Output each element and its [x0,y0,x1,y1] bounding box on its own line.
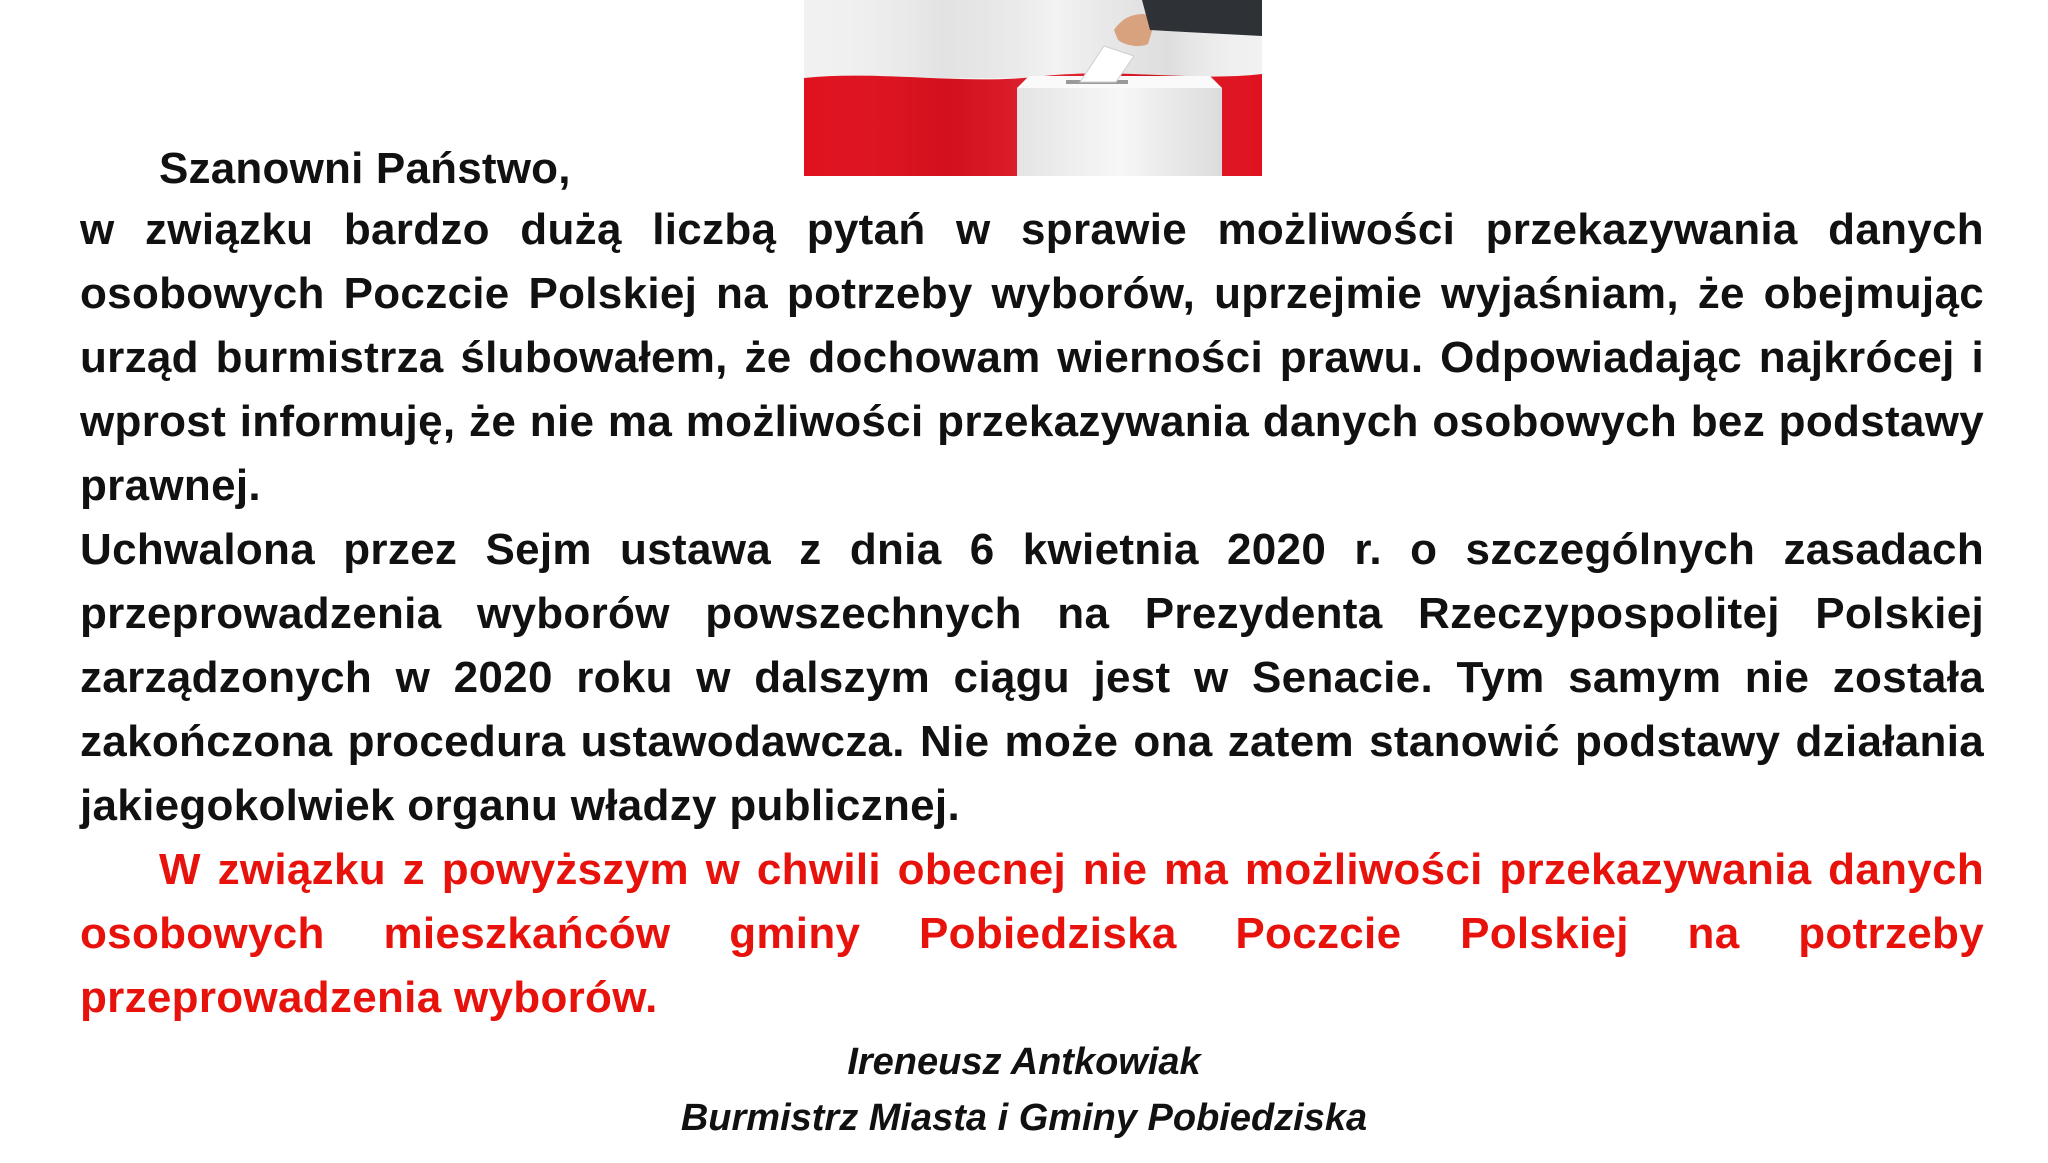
ballot-box-photo [804,0,1262,176]
flag-ballot-illustration [804,0,1262,176]
signature-block [0,1034,2048,1146]
conclusion-highlight: W związku z powyższym w chwili obecnej nie ma możliwości przekazywania danych osobowych mieszkańców gminy Pobiedziska Poczcie Polskiej na potrzeby przeprowadzenia wyborów. [80,845,1984,1022]
signatory-title: Burmistrz Miasta i Gminy Pobiedziska [680,1097,1368,1139]
letter-body [80,198,1984,1030]
greeting: Szanowni Państwo, [159,144,571,193]
signatory-name: Ireneusz Antkowiak [847,1041,1201,1083]
paragraph-data-request: w związku bardzo dużą liczbą pytań w sprawie możliwości przekazywania danych osobowych Poczcie Polskiej na potrzeby wyborów, uprzejmie wyjaśniam, że obejmując urząd burmistrza ślubowałem, że dochowam wierności prawu. Odpowiadając najkrócej i wprost informuję, że nie ma możliwości przekazywania danych osobowych bez podstawy prawnej. [80,205,1984,510]
paragraph-legislation: Uchwalona przez Sejm ustawa z dnia 6 kwietnia 2020 r. o szczególnych zasadach przeprowadzenia wyborów powszechnych na Prezydenta Rzeczypospolitej Polskiej zarządzonych w 2020 roku w dalszym ciągu jest w Senacie. Tym samym nie została zakończona procedura ustawodawcza. Nie może ona zatem stanowić podstawy działania jakiegokolwiek organu władzy publicznej. [80,525,1984,830]
ballot-box [1017,88,1222,176]
